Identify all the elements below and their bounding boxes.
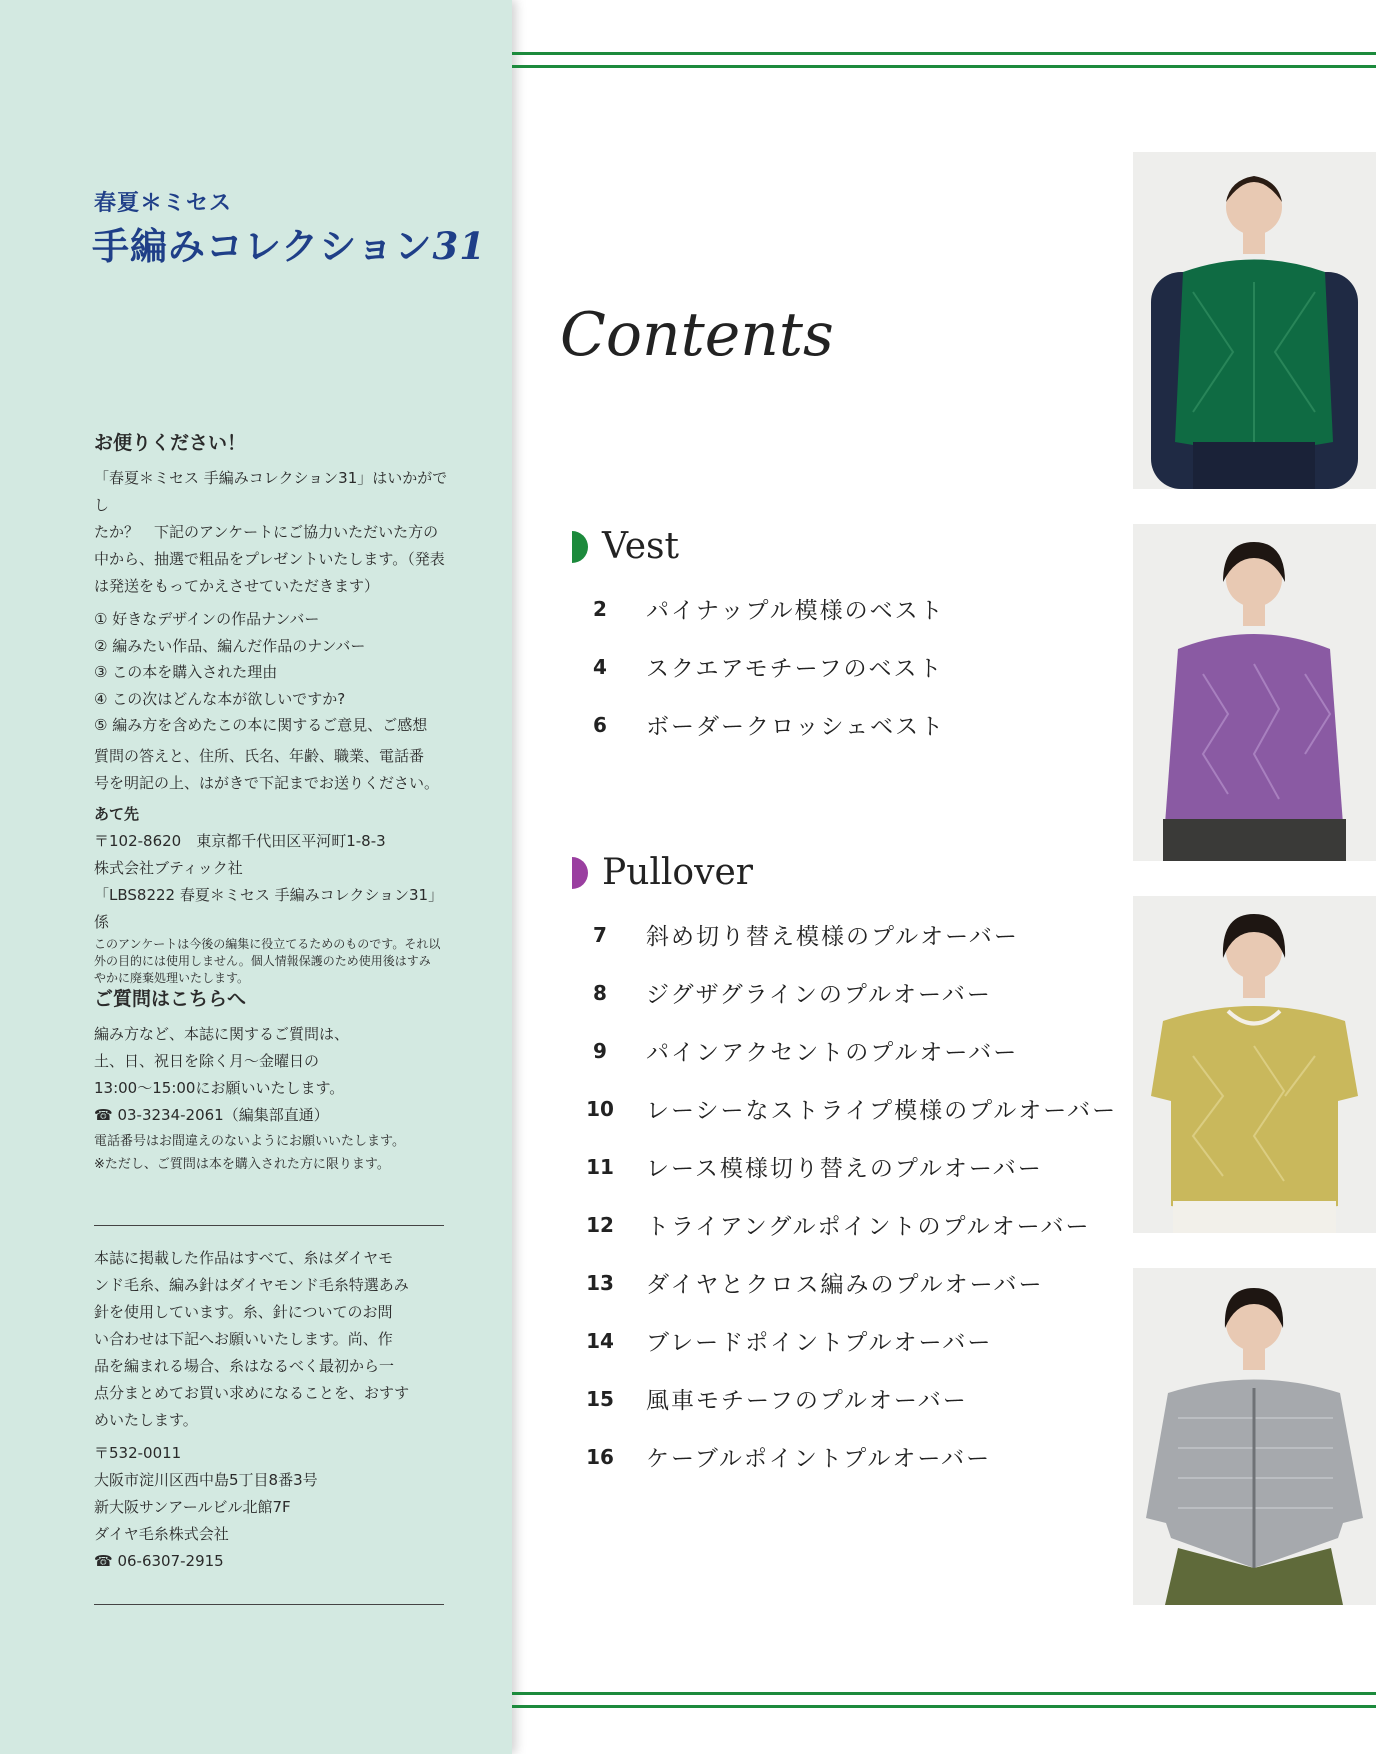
questions-note: ※ただし、ご質問は本を購入された方に限ります。 bbox=[94, 1157, 390, 1172]
toc-item bbox=[576, 1150, 1043, 1183]
toc-title: パイナップル模様のベスト bbox=[646, 598, 945, 624]
toc-item bbox=[576, 1266, 1043, 1299]
supplier-address-line: ダイヤ毛糸株式会社 bbox=[94, 1525, 229, 1543]
phone-line: ☎ 03-3234-2061（編集部直通） bbox=[94, 1106, 329, 1124]
toc-item bbox=[576, 708, 945, 741]
toc-page-number: 4 bbox=[593, 654, 607, 679]
letters-intro-line: 中から、抽選で粗品をプレゼントいたします。（発表 bbox=[94, 550, 445, 568]
toc-item bbox=[576, 1382, 968, 1415]
toc-title: ボーダークロッシェベスト bbox=[646, 714, 946, 740]
book-title bbox=[92, 216, 486, 270]
questions-line: 土、日、祝日を除く月～金曜日の bbox=[94, 1052, 320, 1070]
supplier-text-line: 針を使用しています。糸、針についてのお問 bbox=[94, 1303, 393, 1321]
toc-page-number: 10 bbox=[586, 1096, 614, 1121]
supplier-address-line: 大阪市淀川区西中島5丁目8番3号 bbox=[94, 1471, 318, 1489]
instructions-line: 号を明記の上、はがきで下記までお送りください。 bbox=[94, 773, 440, 792]
top-green-rule bbox=[512, 52, 1376, 68]
vest-marker-icon bbox=[572, 531, 588, 563]
sidebar bbox=[0, 0, 512, 1754]
toc-title: ケーブルポイントプルオーバー bbox=[646, 1446, 992, 1472]
toc-page-number: 14 bbox=[586, 1328, 614, 1353]
questions-line: 編み方など、本誌に関するご質問は、 bbox=[94, 1025, 350, 1043]
toc-page-number: 13 bbox=[586, 1270, 614, 1295]
category-vest-label: Vest bbox=[602, 526, 679, 567]
toc-page-number: 15 bbox=[586, 1386, 614, 1411]
address-label: あて先 bbox=[94, 804, 140, 823]
toc-page-number: 16 bbox=[586, 1444, 614, 1469]
supplier-text-line: 点分まとめてお買い求めになることを、おすす bbox=[94, 1384, 410, 1402]
privacy-note: やかに廃棄処理いたします。 bbox=[94, 970, 250, 985]
toc-title: 風車モチーフのプルオーバー bbox=[646, 1388, 968, 1414]
divider bbox=[94, 1604, 444, 1605]
question-item: ③ この本を購入された理由 bbox=[94, 663, 278, 681]
address-line: 株式会社ブティック社 bbox=[94, 858, 243, 877]
address-line: 「LBS8222 春夏＊ミセス 手編みコレクション31」係 bbox=[94, 885, 444, 931]
address-line: 〒102-8620 東京都千代田区平河町1-8-3 bbox=[94, 831, 386, 850]
contents-title: Contents bbox=[560, 300, 834, 370]
book-subtitle: 春夏＊ミセス bbox=[94, 190, 233, 216]
letters-intro-line: は発送をもってかえさせていただきます） bbox=[94, 577, 380, 595]
toc-title: 斜め切り替え模様のプルオーバー bbox=[646, 924, 1019, 950]
toc-page-number: 11 bbox=[586, 1154, 614, 1179]
toc-item bbox=[576, 650, 943, 683]
toc-title: ダイヤとクロス編みのプルオーバー bbox=[646, 1272, 1044, 1298]
letters-intro-line: 「春夏＊ミセス 手編みコレクション31」はいかがでし bbox=[94, 469, 448, 514]
divider bbox=[94, 1225, 444, 1226]
category-vest bbox=[572, 526, 679, 567]
toc-item bbox=[576, 592, 945, 625]
toc-title: トライアングルポイントのプルオーバー bbox=[646, 1214, 1091, 1240]
letters-intro-line: たか？ 下記のアンケートにご協力いただいた方の bbox=[94, 523, 439, 541]
letters-heading: お便りください！ bbox=[94, 432, 247, 454]
questions-section bbox=[94, 984, 456, 1176]
toc-item bbox=[576, 976, 992, 1009]
toc-title: パインアクセントのプルオーバー bbox=[646, 1040, 1019, 1066]
privacy-note: このアンケートは今後の編集に役立てるためのものです。それ以 bbox=[94, 936, 441, 951]
toc-title: ブレードポイントプルオーバー bbox=[646, 1330, 993, 1356]
toc-page-number: 6 bbox=[593, 712, 607, 737]
category-pullover-label: Pullover bbox=[602, 852, 753, 893]
toc-page-number: 12 bbox=[586, 1212, 614, 1237]
supplier-address-line: 新大阪サンアールビル北館7F bbox=[94, 1498, 291, 1516]
toc-title: レース模様切り替えのプルオーバー bbox=[646, 1156, 1043, 1182]
question-item: ① 好きなデザインの作品ナンバー bbox=[94, 610, 320, 628]
toc-page-number: 7 bbox=[593, 922, 607, 947]
bottom-green-rule bbox=[512, 1692, 1376, 1708]
supplier-phone: ☎ 06-6307-2915 bbox=[94, 1552, 224, 1570]
toc-title: レーシーなストライプ模様のプルオーバー bbox=[646, 1098, 1118, 1124]
supplier-text-line: ンド毛糸、編み針はダイヤモンド毛糸特選あみ bbox=[94, 1276, 409, 1294]
toc-item bbox=[576, 1034, 1018, 1067]
toc-item bbox=[576, 1324, 992, 1357]
toc-item bbox=[576, 1092, 1117, 1125]
photo-yellow-pullover bbox=[1133, 896, 1376, 1233]
photo-purple-vest bbox=[1133, 524, 1376, 861]
privacy-note: 外の目的には使用しません。個人情報保護のため使用後はすみ bbox=[94, 953, 431, 968]
toc-title: スクエアモチーフのベスト bbox=[646, 656, 944, 682]
supplier-address-line: 〒532-0011 bbox=[94, 1444, 182, 1462]
questions-heading: ご質問はこちらへ bbox=[94, 988, 247, 1010]
toc-item bbox=[576, 1440, 991, 1473]
letters-section bbox=[94, 428, 456, 987]
supplier-text-line: 品を編まれる場合、糸はなるべく最初から一 bbox=[94, 1357, 395, 1375]
question-item: ⑤ 編み方を含めたこの本に関するご意見、ご感想 bbox=[94, 716, 428, 734]
category-pullover bbox=[572, 852, 753, 893]
toc-item bbox=[576, 918, 1019, 951]
toc-title: ジグザグラインのプルオーバー bbox=[646, 982, 992, 1008]
book-title-number: 31 bbox=[432, 224, 487, 268]
questions-line: 13:00～15:00にお願いいたします。 bbox=[94, 1079, 345, 1097]
supplier-text-line: 本誌に掲載した作品はすべて、糸はダイヤモ bbox=[94, 1249, 394, 1267]
toc-page-number: 2 bbox=[593, 596, 607, 621]
supplier-text-line: い合わせは下記へお願いいたします。尚、作 bbox=[94, 1330, 393, 1348]
photo-gray-pullover bbox=[1133, 1268, 1376, 1605]
supplier-section bbox=[94, 1245, 456, 1575]
photo-green-vest bbox=[1133, 152, 1376, 489]
question-item: ② 編みたい作品、編んだ作品のナンバー bbox=[94, 636, 366, 655]
pullover-marker-icon bbox=[572, 857, 588, 889]
question-item: ④ この次はどんな本が欲しいですか? bbox=[94, 689, 346, 708]
toc-page-number: 8 bbox=[593, 980, 607, 1005]
toc-item bbox=[576, 1208, 1090, 1241]
book-title-main: 手編みコレクション bbox=[92, 224, 433, 268]
supplier-text-line: めいたします。 bbox=[94, 1411, 198, 1429]
toc-page-number: 9 bbox=[593, 1038, 607, 1063]
questions-note: 電話番号はお間違えのないようにお願いいたします。 bbox=[94, 1134, 405, 1149]
instructions-line: 質問の答えと、住所、氏名、年齢、職業、電話番 bbox=[94, 746, 425, 765]
